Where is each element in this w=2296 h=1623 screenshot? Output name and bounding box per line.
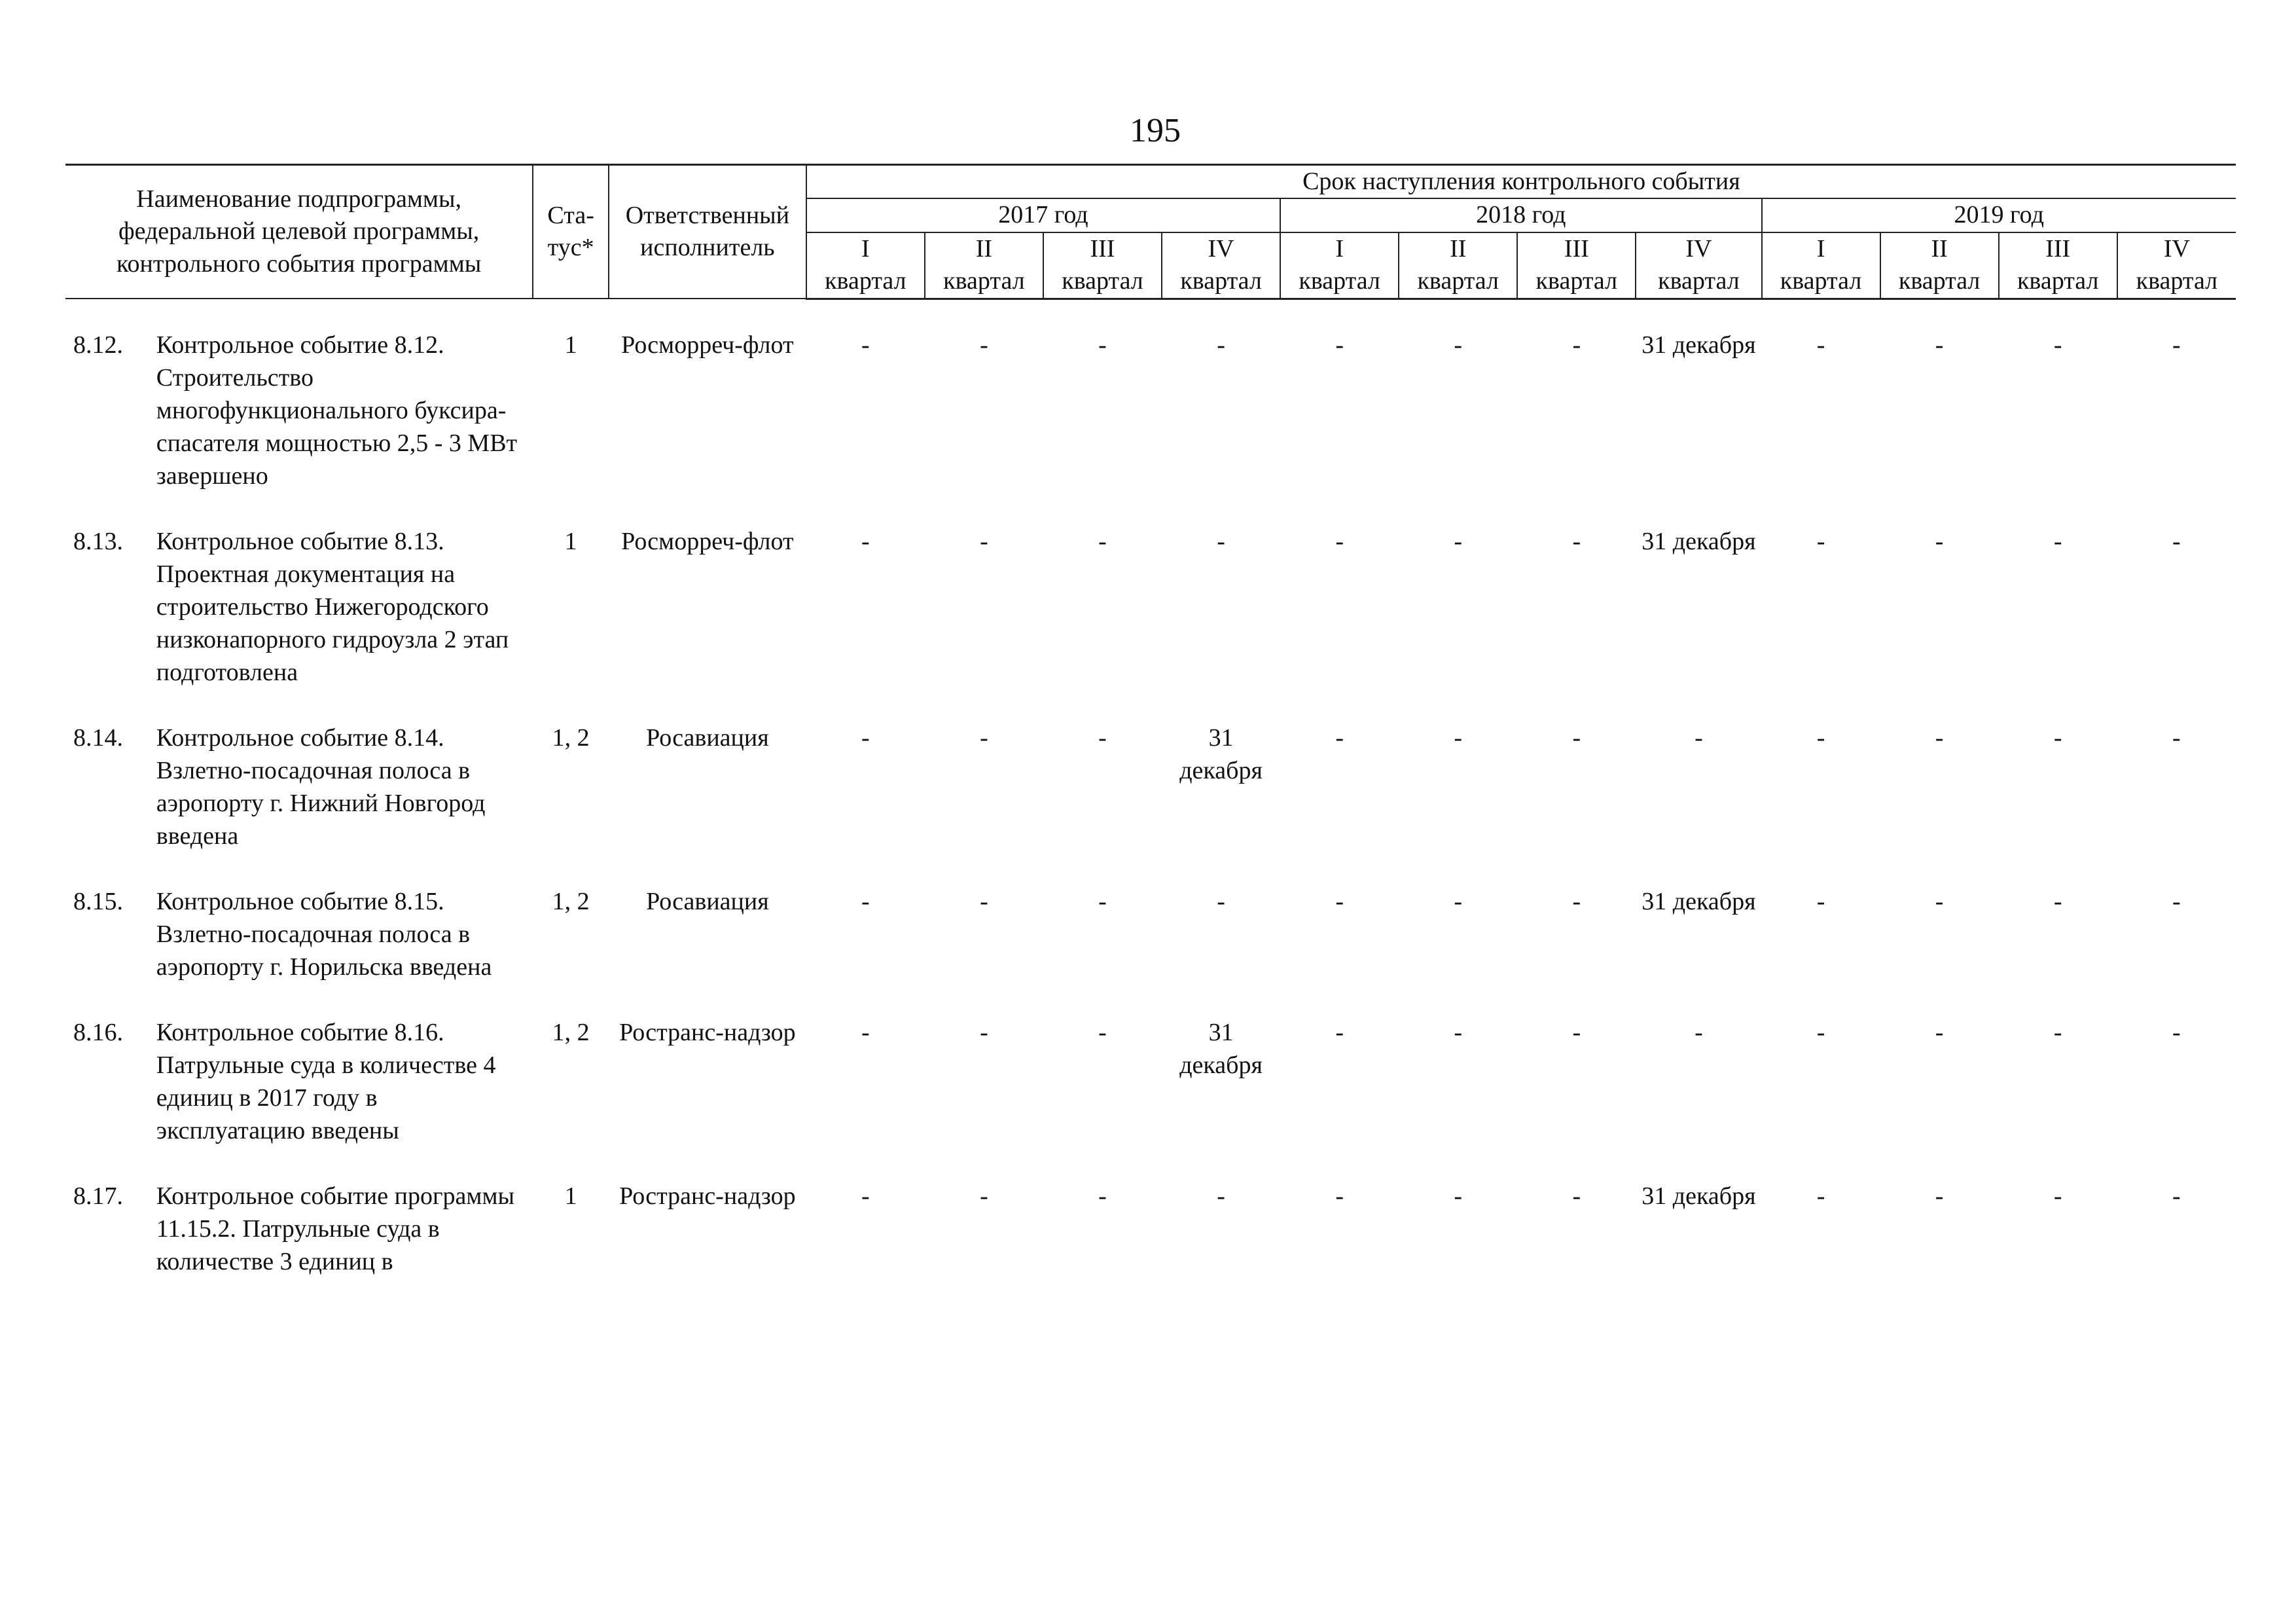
- quarter-cell: 31 декабря: [1641, 331, 1756, 359]
- quarter-cell: -: [2053, 723, 2062, 752]
- quarter-cell: -: [1335, 1182, 1344, 1210]
- quarter-cell: -: [980, 1018, 988, 1046]
- event-executor: Росморреч-флот: [621, 331, 794, 359]
- event-name: Контрольное событие 8.12. Строительство многофункционального буксира-спасателя мощностью 2,5 - 3 МВт завершено: [156, 331, 518, 490]
- quarter-cell: -: [1335, 331, 1344, 359]
- quarter-cell: -: [1935, 1018, 1944, 1046]
- header-quarter: II квартал: [1399, 232, 1517, 299]
- quarter-cell: -: [980, 1182, 988, 1210]
- quarter-cell: -: [1572, 331, 1581, 359]
- page-number: 195: [1130, 112, 1181, 149]
- header-quarter: II квартал: [925, 232, 1043, 299]
- quarter-cell: -: [861, 1182, 870, 1210]
- quarter-cell: 31 декабря: [1641, 1182, 1756, 1210]
- quarter-cell: -: [1935, 331, 1944, 359]
- header-year: 2019 год: [1762, 198, 2236, 232]
- quarter-cell: -: [1935, 1182, 1944, 1210]
- quarter-cell: -: [1098, 887, 1107, 915]
- quarter-cell: -: [1572, 1182, 1581, 1210]
- quarter-cell: -: [1816, 1018, 1825, 1046]
- event-number: 8.12.: [73, 331, 123, 359]
- quarter-cell: -: [1454, 527, 1463, 555]
- quarter-cell: -: [1816, 887, 1825, 915]
- quarter-cell: -: [2053, 527, 2062, 555]
- quarter-cell: -: [1454, 331, 1463, 359]
- event-status: 1, 2: [552, 887, 590, 915]
- quarter-cell: -: [1217, 1182, 1225, 1210]
- quarter-cell: -: [861, 723, 870, 752]
- quarter-cell: -: [1816, 527, 1825, 555]
- quarter-cell: -: [1217, 331, 1225, 359]
- event-number: 8.16.: [73, 1018, 123, 1046]
- event-name: Контрольное событие 8.13. Проектная документация на строительство Нижегородского низконапорного гидроузла 2 этап подготовлена: [156, 527, 509, 686]
- quarter-cell: -: [861, 1018, 870, 1046]
- quarter-cell: -: [1217, 887, 1225, 915]
- event-number: 8.17.: [73, 1182, 123, 1210]
- header-quarter: I квартал: [1762, 232, 1880, 299]
- event-status: 1, 2: [552, 1018, 590, 1046]
- header-quarter: I квартал: [806, 232, 925, 299]
- header-year: 2018 год: [1280, 198, 1761, 232]
- quarter-cell: -: [1098, 331, 1107, 359]
- quarter-cell: -: [980, 887, 988, 915]
- quarter-cell: -: [2172, 527, 2181, 555]
- quarter-cell: -: [1572, 527, 1581, 555]
- quarter-cell: -: [1816, 723, 1825, 752]
- event-name: Контрольное событие 8.15. Взлетно-посадочная полоса в аэропорту г. Норильска введена: [156, 887, 492, 981]
- event-executor: Росавиация: [646, 887, 769, 915]
- quarter-cell: -: [2172, 331, 2181, 359]
- quarter-cell: 31 декабря: [1179, 1018, 1263, 1079]
- header-quarter: III квартал: [1999, 232, 2117, 299]
- header-quarter: III квартал: [1043, 232, 1162, 299]
- event-executor: Ространс-надзор: [619, 1018, 796, 1046]
- header-status-col: Ста-тус*: [533, 165, 609, 299]
- event-status: 1: [564, 1182, 577, 1210]
- header-quarter: IV квартал: [2117, 232, 2236, 299]
- quarter-cell: -: [1816, 331, 1825, 359]
- table-row: [65, 1180, 2236, 1311]
- header-quarter: IV квартал: [1636, 232, 1761, 299]
- quarter-cell: -: [1454, 887, 1463, 915]
- quarter-cell: -: [861, 331, 870, 359]
- event-status: 1: [564, 527, 577, 555]
- quarter-cell: -: [861, 887, 870, 915]
- quarter-cell: -: [1454, 1182, 1463, 1210]
- header-quarter: I квартал: [1280, 232, 1399, 299]
- event-name: Контрольное событие 8.14. Взлетно-посадочная полоса в аэропорту г. Нижний Новгород введена: [156, 723, 486, 850]
- header-year: 2017 год: [806, 198, 1280, 232]
- quarter-cell: 31 декабря: [1179, 723, 1263, 784]
- header-quarter: III квартал: [1517, 232, 1636, 299]
- event-name: Контрольное событие 8.16. Патрульные суда в количестве 4 единиц в 2017 году в эксплуатацию введены: [156, 1018, 496, 1144]
- quarter-cell: -: [1572, 1018, 1581, 1046]
- quarter-cell: -: [2172, 887, 2181, 915]
- table-row: [65, 1016, 2236, 1180]
- quarter-cell: 31 декабря: [1641, 887, 1756, 915]
- quarter-cell: -: [2053, 1182, 2062, 1210]
- event-executor: Росавиация: [646, 723, 769, 752]
- quarter-cell: -: [1098, 527, 1107, 555]
- quarter-cell: -: [1098, 1018, 1107, 1046]
- header-executor-col: Ответственный исполнитель: [609, 165, 806, 299]
- control-events-table: [65, 164, 2236, 1311]
- table-row: [65, 525, 2236, 721]
- quarter-cell: -: [1572, 723, 1581, 752]
- quarter-cell: -: [2172, 723, 2181, 752]
- quarter-cell: -: [1695, 723, 1703, 752]
- event-status: 1, 2: [552, 723, 590, 752]
- event-number: 8.13.: [73, 527, 123, 555]
- quarter-cell: -: [980, 527, 988, 555]
- header-deadline-col: Срок наступления контрольного события: [806, 165, 2236, 199]
- event-executor: Росморреч-флот: [621, 527, 794, 555]
- table-row: [65, 721, 2236, 885]
- quarter-cell: -: [2053, 1018, 2062, 1046]
- quarter-cell: -: [1335, 887, 1344, 915]
- quarter-cell: -: [2053, 331, 2062, 359]
- quarter-cell: -: [1454, 1018, 1463, 1046]
- quarter-cell: -: [1335, 527, 1344, 555]
- event-number: 8.15.: [73, 887, 123, 915]
- quarter-cell: -: [2172, 1018, 2181, 1046]
- event-name: Контрольное событие программы 11.15.2. Патрульные суда в количестве 3 единиц в: [156, 1182, 515, 1275]
- quarter-cell: -: [2172, 1182, 2181, 1210]
- quarter-cell: -: [1098, 1182, 1107, 1210]
- event-status: 1: [564, 331, 577, 359]
- quarter-cell: -: [1335, 1018, 1344, 1046]
- header-quarter: IV квартал: [1162, 232, 1280, 299]
- quarter-cell: -: [2053, 887, 2062, 915]
- table-row: [65, 329, 2236, 525]
- quarter-cell: -: [1816, 1182, 1825, 1210]
- quarter-cell: -: [861, 527, 870, 555]
- quarter-cell: 31 декабря: [1641, 527, 1756, 555]
- quarter-cell: -: [1454, 723, 1463, 752]
- quarter-cell: -: [1098, 723, 1107, 752]
- quarter-cell: -: [980, 723, 988, 752]
- quarter-cell: -: [1935, 527, 1944, 555]
- quarter-cell: -: [1217, 527, 1225, 555]
- event-number: 8.14.: [73, 723, 123, 752]
- header-quarter: II квартал: [1880, 232, 1999, 299]
- quarter-cell: -: [1572, 887, 1581, 915]
- quarter-cell: -: [980, 331, 988, 359]
- table-row: [65, 885, 2236, 1016]
- quarter-cell: -: [1935, 723, 1944, 752]
- quarter-cell: -: [1335, 723, 1344, 752]
- event-executor: Ространс-надзор: [619, 1182, 796, 1210]
- header-name-col: Наименование подпрограммы, федеральной целевой программы, контрольного события программы: [65, 165, 533, 299]
- quarter-cell: -: [1695, 1018, 1703, 1046]
- quarter-cell: -: [1935, 887, 1944, 915]
